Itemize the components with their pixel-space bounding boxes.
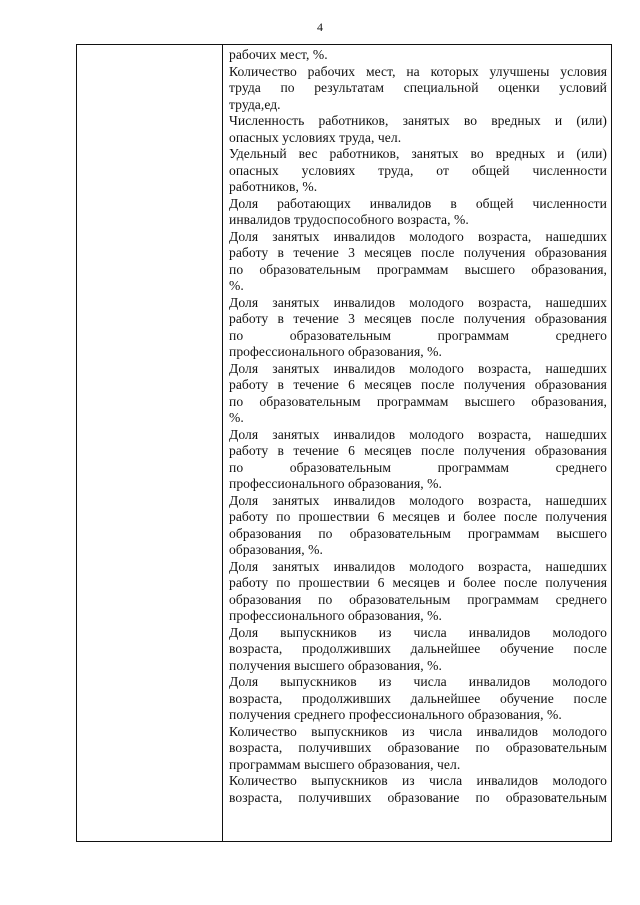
- paragraph-line: по образовательным программам среднего: [229, 327, 607, 343]
- paragraph-line: Доля работающих инвалидов в общей численности: [229, 195, 607, 211]
- paragraph-line: образования, %.: [229, 542, 323, 557]
- paragraph-line: Доля занятых инвалидов молодого возраста, нашедших: [229, 492, 607, 508]
- paragraph-line: %.: [229, 410, 244, 425]
- paragraph-line: работу в течение 3 месяцев после получения образования: [229, 245, 607, 260]
- paragraph-line: Доля выпускников из числа инвалидов молодого: [229, 674, 607, 689]
- paragraph-line: Количество выпускников из числа инвалидов молодого: [229, 773, 607, 788]
- paragraph-line: возраста, продолживших дальнейшее обучение после: [229, 690, 607, 706]
- paragraph-line: Удельный вес работников, занятых во вредных и (или): [229, 146, 607, 161]
- paragraph-line: труда по результатам специальной оценки условий: [229, 80, 607, 95]
- paragraph-line: инвалидов трудоспособного возраста, %.: [229, 212, 469, 227]
- paragraph-line: опасных условиях труда, чел.: [229, 129, 402, 145]
- paragraph-line: опасных условиях труда, от общей численности: [229, 162, 607, 178]
- paragraph-line: по образовательным программам среднего: [229, 459, 607, 475]
- paragraph-line: получения высшего образования, %.: [229, 657, 442, 673]
- paragraph-line: возраста, получивших образование по образовательным: [229, 789, 607, 805]
- paragraph-line: работу в течение 6 месяцев после получения образования: [229, 443, 607, 458]
- paragraph-line: программам высшего образования, чел.: [229, 756, 461, 772]
- paragraph-line: Доля занятых инвалидов молодого возраста, нашедших: [229, 360, 607, 376]
- paragraph-line: профессионального образования, %.: [229, 344, 442, 359]
- indicator-paragraph: [229, 427, 607, 493]
- paragraph-line: работу по прошествии 6 месяцев и более после получения: [229, 575, 607, 590]
- paragraph-line: Количество рабочих мест, на которых улучшены условия: [229, 63, 607, 79]
- paragraph-line: Численность работников, занятых во вредных и (или): [229, 113, 607, 128]
- paragraph-line: работу в течение 6 месяцев после получения образования: [229, 377, 607, 392]
- paragraph-line: образования по образовательным программам среднего: [229, 591, 607, 607]
- paragraph-line: труда,ед.: [229, 96, 281, 112]
- table-left-cell: [77, 45, 223, 841]
- indicator-paragraph: [229, 295, 607, 361]
- paragraph-line: по образовательным программам высшего образования,: [229, 393, 607, 409]
- indicator-paragraph: [229, 47, 607, 64]
- paragraph-line: Доля выпускников из числа инвалидов молодого: [229, 624, 607, 640]
- paragraph-line: Доля занятых инвалидов молодого возраста, нашедших: [229, 228, 607, 244]
- indicator-paragraph: [229, 361, 607, 427]
- indicator-paragraph: [229, 229, 607, 295]
- paragraph-line: рабочих мест, %.: [229, 47, 328, 62]
- indicator-paragraph: [229, 559, 607, 625]
- page-number: 4: [317, 20, 323, 34]
- indicator-paragraph: [229, 724, 607, 774]
- indicator-paragraph: [229, 196, 607, 229]
- paragraph-line: возраста, получивших образование по образовательным: [229, 740, 607, 755]
- indicator-paragraph: [229, 64, 607, 114]
- paragraph-line: возраста, продолживших дальнейшее обучение после: [229, 641, 607, 656]
- paragraph-line: Доля занятых инвалидов молодого возраста, нашедших: [229, 558, 607, 574]
- indicator-paragraph: [229, 674, 607, 724]
- paragraph-line: Количество выпускников из числа инвалидов молодого: [229, 723, 607, 739]
- paragraph-line: Доля занятых инвалидов молодого возраста, нашедших: [229, 426, 607, 442]
- indicator-paragraph: [229, 493, 607, 559]
- indicator-paragraph: [229, 625, 607, 675]
- paragraph-line: работу по прошествии 6 месяцев и более после получения: [229, 509, 607, 524]
- paragraph-line: по образовательным программам высшего образования,: [229, 261, 607, 277]
- paragraph-line: Доля занятых инвалидов молодого возраста, нашедших: [229, 294, 607, 310]
- paragraph-line: работников, %.: [229, 179, 318, 194]
- indicator-table: [76, 44, 612, 842]
- indicator-paragraph: [229, 113, 607, 146]
- paragraph-line: образования по образовательным программам высшего: [229, 525, 607, 541]
- paragraph-line: получения среднего профессионального образования, %.: [229, 707, 562, 722]
- paragraph-line: профессионального образования, %.: [229, 608, 442, 623]
- indicator-paragraph: [229, 773, 607, 806]
- indicator-paragraph: [229, 146, 607, 196]
- paragraph-line: работу в течение 3 месяцев после получения образования: [229, 311, 607, 326]
- paragraph-line: профессионального образования, %.: [229, 476, 442, 491]
- indicator-text-cell: [229, 47, 607, 806]
- paragraph-line: %.: [229, 278, 244, 293]
